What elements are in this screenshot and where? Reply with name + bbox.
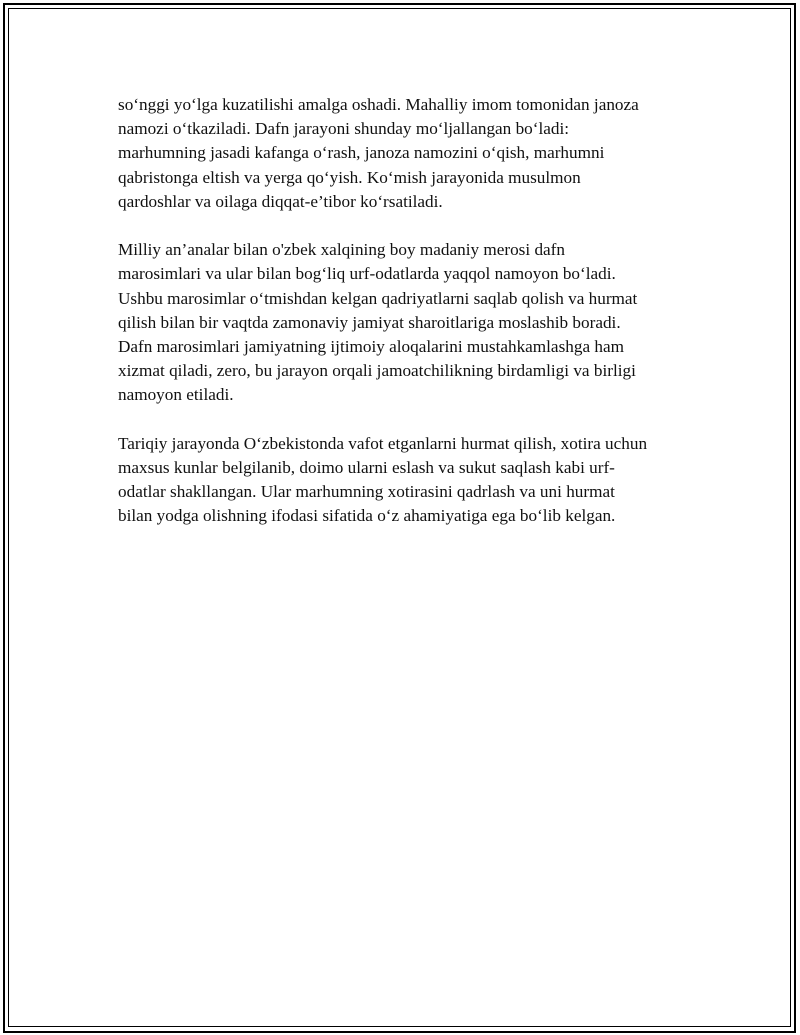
text-line: marhumning jasadi kafanga o‘rash, janoza namozini o‘qish, marhumni xyxy=(118,143,605,163)
text-line: Ushbu marosimlar o‘tmishdan kelgan qadriyatlarni saqlab qolish va hurmat xyxy=(118,288,638,308)
text-line: Tariqiy jarayonda O‘zbekistonda vafot etganlarni hurmat qilish, xotira uchun xyxy=(118,433,648,453)
text-line: namoyon etiladi. xyxy=(118,385,234,405)
text-line: marosimlari va ular bilan bog‘liq urf-odatlarda yaqqol namoyon bo‘ladi. xyxy=(118,264,616,284)
paragraph-3 xyxy=(118,432,690,529)
text-line: qardoshlar va oilaga diqqat-e’tibor ko‘rsatiladi. xyxy=(118,191,443,211)
paragraph-1 xyxy=(118,93,690,214)
paragraph-2 xyxy=(118,238,690,407)
text-line: maxsus kunlar belgilanib, doimo ularni eslash va sukut saqlash kabi urf- xyxy=(118,458,615,478)
text-line: bilan yodga olishning ifodasi sifatida o‘z ahamiyatiga ega bo‘lib kelgan. xyxy=(118,506,616,526)
text-line: qabristonga eltish va yerga qo‘yish. Ko‘mish jarayonida musulmon xyxy=(118,167,581,187)
document-body xyxy=(118,93,690,553)
text-line: Milliy an’analar bilan o'zbek xalqining boy madaniy merosi dafn xyxy=(118,240,565,260)
text-line: xizmat qiladi, zero, bu jarayon orqali jamoatchilikning birdamligi va birligi xyxy=(118,361,636,381)
text-line: so‘nggi yo‘lga kuzatilishi amalga oshadi. Mahalliy imom tomonidan janoza xyxy=(118,95,639,114)
text-line: qilish bilan bir vaqtda zamonaviy jamiyat sharoitlariga moslashib boradi. xyxy=(118,312,621,332)
text-line: odatlar shakllangan. Ular marhumning xotirasini qadrlash va uni hurmat xyxy=(118,482,615,502)
text-line: namozi o‘tkaziladi. Dafn jarayoni shunday mo‘ljallangan bo‘ladi: xyxy=(118,119,570,139)
text-line: Dafn marosimlari jamiyatning ijtimoiy aloqalarini mustahkamlashga ham xyxy=(118,337,624,357)
